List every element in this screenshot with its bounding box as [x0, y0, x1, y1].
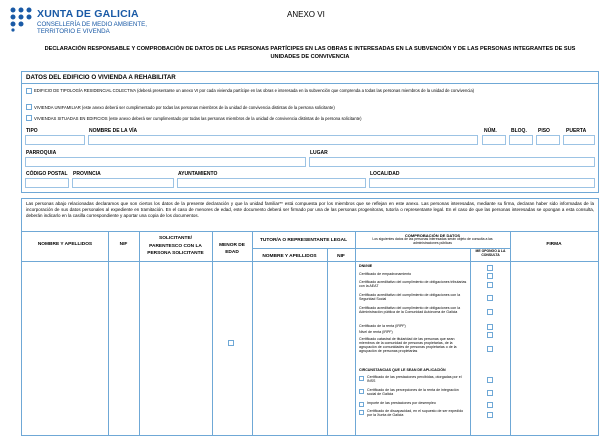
col-firma-header: FIRMA	[546, 242, 562, 247]
circ-checkbox[interactable]	[359, 389, 364, 394]
circ-item: Certificado de las prestaciones percibidas, otorgadas por el INSS	[367, 375, 462, 383]
doc-item: Nivel de renta (IRPF)	[359, 330, 393, 334]
col-nombre-header: NOMBRE Y APELLIDOS	[37, 242, 93, 247]
circ-checkbox[interactable]	[359, 410, 364, 415]
col-divider	[212, 231, 213, 436]
firma-cell[interactable]	[511, 262, 597, 435]
col-tutor-header: TUTOR/A O REPRESENTANTE LEGAL	[259, 238, 348, 243]
opongo-checkbox[interactable]	[487, 346, 493, 352]
parroquia-field[interactable]	[25, 157, 306, 167]
page-title-line-2: UNIDADES DE CONVIVENCIA	[270, 53, 350, 60]
option-colectiva-label: EDIFICIO DE TIPOLOGÍA RESIDENCIAL COLECTIVA (deberá presentarse un anexo VI por cada vivienda partícipe en las obras e interesada en la subvención que comprenda a todas las personas miembros de la unidad de convivencia)	[34, 88, 475, 93]
tipo-field[interactable]	[25, 135, 85, 145]
option-edificios-label: VIVIENDAS SITUADAS EN EDIFICIOS (este anexo deberá ser cumplimentado por todas las personas miembros de la unidad de convivencia distintas de la persona solicitante)	[34, 116, 362, 121]
via-field[interactable]	[88, 135, 478, 145]
num-label: NÚM.	[484, 128, 497, 134]
lugar-field[interactable]	[309, 157, 595, 167]
group-dni-label: DNI/NIE	[359, 264, 373, 268]
building-section-title: DATOS DEL EDIFICIO O VIVIENDA A REHABILITAR	[26, 74, 176, 81]
opongo-checkbox[interactable]	[487, 402, 493, 408]
doc-item: Certificado acreditativo del cumplimiento de obligaciones con la Seguridad Social	[359, 293, 461, 301]
doc-item: Certificado acreditativo del cumplimiento de obligaciones con la Administración pública de la Comunidad Autónoma de Galicia	[359, 306, 461, 314]
col-comprobacion-subheader: Los siguientes datos de las personas interesadas serán objeto de consulta a las administraciones públicas	[372, 237, 493, 245]
nombre-cell[interactable]	[23, 262, 107, 435]
localidad-field[interactable]	[369, 178, 595, 188]
department-line-1: CONSELLERÍA DE MEDIO AMBIENTE,	[37, 21, 148, 28]
col-comprobacion-header: COMPROBACIÓN DE DATOS	[404, 233, 461, 238]
puerta-field[interactable]	[563, 135, 595, 145]
piso-label: PISO	[538, 128, 550, 134]
ayuntamiento-label: AYUNTAMIENTO	[178, 171, 218, 177]
circ-item: Certificado de las percepciones de la renta de integración social de Galicia	[367, 388, 459, 396]
col-tutor-nif-header: NIF	[337, 254, 345, 259]
parroquia-label: PARROQUIA	[26, 150, 57, 156]
col-menor-header: MENOR DE EDAD	[219, 243, 245, 256]
opongo-checkbox[interactable]	[487, 309, 493, 315]
cp-field[interactable]	[25, 178, 69, 188]
group-circ-label: CIRCUNSTANCIAS QUE LE SEAN DE APLICACIÓN	[359, 368, 446, 372]
lugar-label: LUGAR	[310, 150, 328, 156]
circ-item: Certificado de discapacidad, en el supuesto de ser expedido por la Xunta de Galicia	[367, 409, 464, 417]
option-unifamiliar-checkbox[interactable]	[26, 104, 32, 110]
tutor-nombre-cell[interactable]	[253, 262, 326, 435]
page-title-line-1: DECLARACIÓN RESPONSABLE Y COMPROBACIÓN DE DATOS DE LAS PERSONAS PARTÍCIPES EN LAS OBRAS E INTERESADAS EN LA SUBVENCIÓN Y DE LAS PERSONAS INTEGRANTES DE SUS	[44, 46, 576, 52]
opongo-checkbox[interactable]	[487, 273, 493, 279]
doc-item: Certificado de empadronamiento	[359, 272, 412, 276]
opongo-checkbox[interactable]	[487, 390, 493, 396]
nif-cell[interactable]	[109, 262, 138, 435]
via-label: NOMBRE DE LA VÍA	[89, 128, 138, 134]
puerta-label: PUERTA	[566, 128, 587, 134]
opongo-checkbox[interactable]	[487, 282, 493, 288]
circ-checkbox[interactable]	[359, 402, 364, 407]
col-nif-header: NIF	[119, 242, 128, 247]
col-tutor-nombre-header: NOMBRE Y APELLIDOS	[262, 254, 317, 259]
col-opongo-header: ME OPONGO A LA CONSULTA	[475, 249, 506, 257]
col-divider	[470, 248, 471, 436]
doc-item: Certificado catastral de titularidad de las personas que sean miembros de la comunidad de personas propietarias, de la agrupación de comunidades de personas propietarias o de la agrupación de personas propietarias	[359, 337, 457, 353]
num-field[interactable]	[482, 135, 506, 145]
comprobacion-sub-line	[355, 248, 510, 249]
page-title	[20, 46, 600, 62]
xunta-logo-icon	[8, 6, 34, 32]
localidad-label: LOCALIDAD	[370, 171, 400, 177]
opongo-checkbox[interactable]	[487, 377, 493, 383]
bloq-label: BLOQ.	[511, 128, 527, 134]
col-divider	[355, 231, 356, 436]
menor-edad-checkbox[interactable]	[228, 340, 234, 346]
ayuntamiento-field[interactable]	[177, 178, 366, 188]
doc-item: Certificado de la renta (IRPF)	[359, 324, 406, 328]
annex-label: ANEXO VI	[287, 10, 325, 19]
logo-text: XUNTA DE GALICIA	[37, 8, 139, 20]
bloq-field[interactable]	[509, 135, 533, 145]
tipo-label: TIPO	[26, 128, 38, 134]
option-unifamiliar-label: VIVIENDA UNIFAMILIAR (este anexo deberá ser cumplimentado por todas las personas miembros de la unidad de convivencia distintas de la persona solicitante)	[34, 105, 335, 110]
circ-item: Importe de las prestaciones por desempleo	[367, 401, 436, 405]
col-solicitante-header: SOLICITANTE/ PARENTESCO CON LA PERSONA SOLICITANTE	[147, 236, 204, 257]
option-colectiva-checkbox[interactable]	[26, 88, 32, 94]
declaration-text: Las personas abajo relacionadas declaramos que son ciertos los datos de la presente declaración y que la unidad familiar** está compuesta por los miembros que se reflejan en este anexo. Las personas interesadas, mediante su firma, declaran haber sido informadas de la incorporación de sus datos personales al expediente en tramitación. En el caso de menores de edad, este documento deberá ser firmado por una de las personas progenitoras, tutor/a o representante legal. En el caso de que las personas interesadas se opongan a esta consulta, deberán indicarlo en la casilla correspondiente y aportar una copia de los documentos.	[26, 201, 594, 218]
tutor-nif-cell[interactable]	[328, 262, 354, 435]
opongo-checkbox[interactable]	[487, 332, 493, 338]
provincia-label: PROVINCIA	[73, 171, 101, 177]
circ-checkbox[interactable]	[359, 376, 364, 381]
xunta-logo	[8, 6, 34, 32]
divider	[22, 83, 598, 84]
cp-label: CÓDIGO POSTAL	[26, 171, 68, 177]
opongo-checkbox[interactable]	[487, 295, 493, 301]
opongo-dni-checkbox[interactable]	[487, 265, 493, 271]
tutor-sub-line	[252, 248, 355, 249]
solicitante-cell[interactable]	[140, 262, 211, 435]
doc-item: Certificado acreditativo del cumplimiento de obligaciones tributarias con la AEAT	[359, 280, 467, 288]
opongo-checkbox[interactable]	[487, 324, 493, 330]
provincia-field[interactable]	[72, 178, 174, 188]
department-line-2: TERRITORIO E VIVENDA	[37, 28, 110, 35]
option-edificios-checkbox[interactable]	[26, 115, 32, 121]
piso-field[interactable]	[536, 135, 560, 145]
opongo-checkbox[interactable]	[487, 412, 493, 418]
